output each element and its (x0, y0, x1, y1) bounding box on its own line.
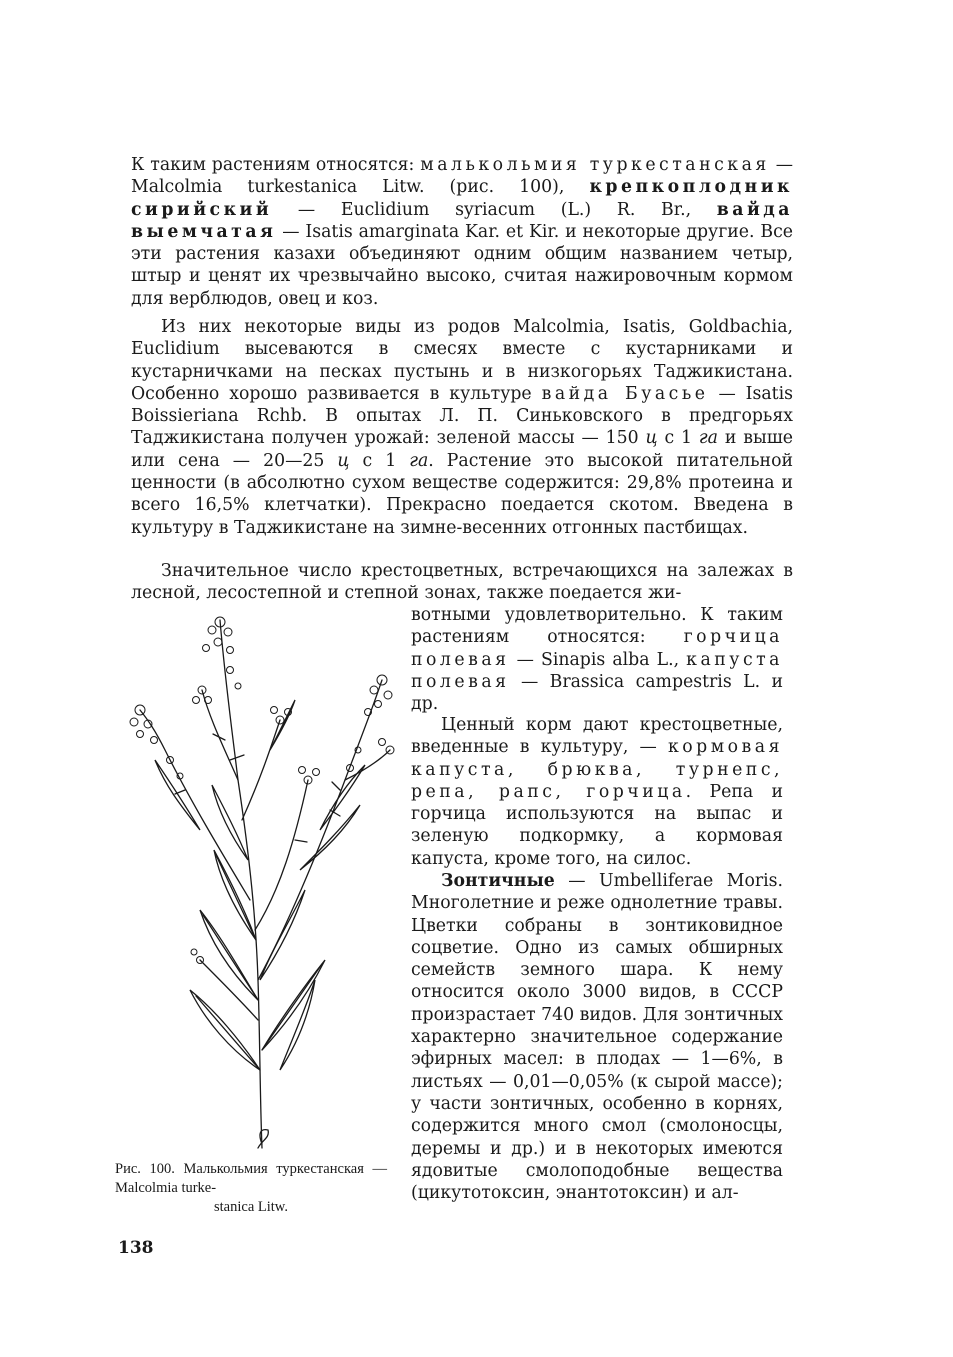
paragraph-2: Из них некоторые виды из родов Malcolmia, Isatis, Goldbachia, Euclidium высеваются в смесях вместе с кустарниками и кустарничками на песках пустынь и в низкогорьях Таджикистана. Особенно хорошо развивается в культуре вайда Буасье — Isatis Boissieriana Rchb. В опытах Л. П. Синьковского в предгорьях Таджикистана получен урожай: зеленой массы — 150 ц с 1 га и выше или сена — 20—25 ц с 1 га. Растение это высокой питательной ценности (в абсолютно сухом веществе содержится: 29,8% протеина и всего 16,5% клетчатки). Прекрасно поедается скотом. Введена в культуру в Таджикистане на зимне-весенних отгонных пастбищах. (131, 317, 794, 538)
paragraph-3: Значительное число крестоцветных, встречающихся на залежах в лесной, лесостепной и степной зонах, также поедается жи- (131, 561, 793, 604)
figure-caption: Рис. 100. Малькольмия туркестанская — Malcolmia turke- stanica Litw. (115, 1161, 387, 1215)
page-number: 138 (118, 1238, 154, 1258)
paragraph-5: Ценный корм дают крестоцветные, введенные в культуру, — кормовая капуста, брюква, турнепс, репа, рапс, горчица. Репа и горчица используются на выпас и зеленую подкормку, а кормовая капуста, кроме того, на силос. (411, 715, 783, 869)
paragraph-1: К таким растениям относятся: малькольмия туркестанская — Malcolmia turkestanica Litw. (рис. 100), крепкоплодник сирийский — Euclidium syriacum (L.) R. Br., вайда выемчатая — Isatis amarginata Kar. et Kir. и некоторые другие. Все эти растения казахи объединяют одним общим названием четыр, штыр и ценят их чрезвычайно высоко, считая нажировочным кормом для верблюдов, овец и коз. (131, 155, 793, 309)
paragraph-6: Зонтичные — Umbelliferae Moris. Многолетние и реже однолетние травы. Цветки собраны в зонтиковидное соцветие. Одно из самых обширных семейств земного шара. К нему относится около 3000 видов, в СССР произрастает 740 видов. Для зонтичных характерно значительное содержание эфирных масел: в плодах — 1—6%, в листьях — 0,01—0,05% (к сырой массе); у части зонтичных, особенно в корнях, содержится много смол (смолоносцы, деремы и др.) и в некоторых имеются ядовитые смолоподобные вещества (цикутотоксин, энантотоксин) и ал- (411, 871, 783, 1204)
paragraph-4: вотными удовлетворительно. К таким растениям относятся: горчица полевая — Sinapis alba L., капуста полевая — Brassica campestris L. и др. (411, 605, 783, 715)
malcolmia-plant-illustration (110, 600, 400, 1160)
